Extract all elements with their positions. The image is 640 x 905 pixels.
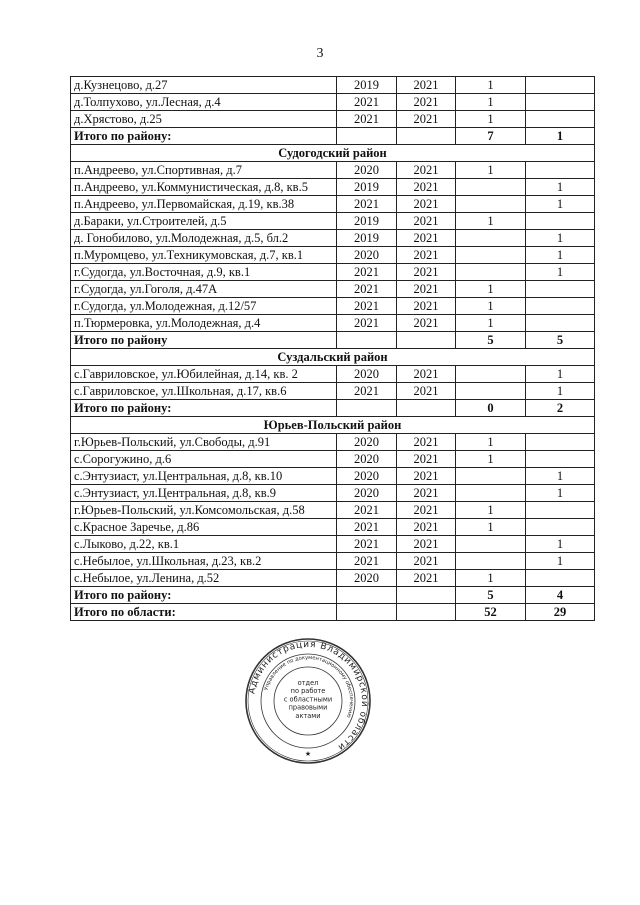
total-row [71,587,595,604]
year-start-cell: 2021 [337,519,397,536]
address-cell: с.Лыково, д.22, кв.1 [71,536,337,553]
year-start-cell: 2020 [337,468,397,485]
count-cell-b: 1 [526,179,595,196]
year-start-cell: 2021 [337,196,397,213]
count-cell-a: 52 [456,604,526,621]
year-start-cell [337,128,397,145]
year-end-cell: 2021 [397,111,456,128]
year-end-cell: 2021 [397,213,456,230]
count-cell-a [456,196,526,213]
count-cell-a [456,553,526,570]
count-cell-a: 1 [456,502,526,519]
year-end-cell: 2021 [397,434,456,451]
year-start-cell [337,400,397,417]
year-start-cell: 2020 [337,570,397,587]
year-end-cell [397,332,456,349]
count-cell-a [456,230,526,247]
year-start-cell: 2020 [337,434,397,451]
address-cell: д.Толпухово, ул.Лесная, д.4 [71,94,337,111]
address-cell: Итого по району: [71,400,337,417]
year-start-cell: 2021 [337,111,397,128]
address-cell: п.Андреево, ул.Спортивная, д.7 [71,162,337,179]
count-cell-b [526,434,595,451]
table-row [71,468,595,485]
total-row [71,604,595,621]
table-row [71,213,595,230]
address-cell: г.Юрьев-Польский, ул.Свободы, д.91 [71,434,337,451]
year-start-cell: 2021 [337,264,397,281]
district-name: Судогодский район [71,145,595,162]
count-cell-b: 2 [526,400,595,417]
table-row [71,264,595,281]
address-cell: с.Гавриловское, ул.Школьная, д.17, кв.6 [71,383,337,400]
address-cell: п.Андреево, ул.Коммунистическая, д.8, кв.5 [71,179,337,196]
table-row [71,111,595,128]
stamp-center-line: правовыми [288,703,328,712]
year-start-cell: 2020 [337,162,397,179]
year-end-cell: 2021 [397,366,456,383]
count-cell-b: 1 [526,230,595,247]
count-cell-b [526,281,595,298]
official-stamp [244,637,372,765]
count-cell-a: 0 [456,400,526,417]
year-end-cell: 2021 [397,94,456,111]
count-cell-a: 1 [456,451,526,468]
count-cell-a: 1 [456,111,526,128]
year-start-cell: 2019 [337,77,397,94]
address-cell: с.Энтузиаст, ул.Центральная, д.8, кв.9 [71,485,337,502]
count-cell-a: 5 [456,587,526,604]
count-cell-b: 1 [526,485,595,502]
address-cell: п.Муромцево, ул.Техникумовская, д.7, кв.1 [71,247,337,264]
district-name: Суздальский район [71,349,595,366]
count-cell-a: 1 [456,298,526,315]
count-cell-b [526,451,595,468]
year-start-cell: 2019 [337,230,397,247]
year-end-cell: 2021 [397,468,456,485]
year-end-cell: 2021 [397,315,456,332]
address-cell: с.Красное Заречье, д.86 [71,519,337,536]
count-cell-b: 4 [526,587,595,604]
address-cell: д. Гонобилово, ул.Молодежная, д.5, бл.2 [71,230,337,247]
count-cell-b [526,570,595,587]
year-start-cell: 2021 [337,281,397,298]
count-cell-b: 1 [526,196,595,213]
count-cell-a [456,366,526,383]
count-cell-b: 1 [526,383,595,400]
count-cell-a: 1 [456,213,526,230]
table-row [71,179,595,196]
table-row [71,196,595,213]
year-end-cell: 2021 [397,519,456,536]
year-start-cell: 2020 [337,451,397,468]
year-end-cell: 2021 [397,179,456,196]
count-cell-b: 5 [526,332,595,349]
count-cell-a [456,247,526,264]
year-start-cell: 2020 [337,366,397,383]
address-cell: с.Сорогужино, д.6 [71,451,337,468]
stamp-center-line: актами [295,711,321,720]
count-cell-b: 1 [526,553,595,570]
count-cell-a [456,264,526,281]
count-cell-a [456,485,526,502]
year-start-cell: 2021 [337,553,397,570]
year-start-cell: 2020 [337,247,397,264]
count-cell-a: 1 [456,570,526,587]
count-cell-a: 1 [456,519,526,536]
address-cell: с.Гавриловское, ул.Юбилейная, д.14, кв. 2 [71,366,337,383]
year-start-cell: 2019 [337,179,397,196]
year-end-cell: 2021 [397,502,456,519]
count-cell-a [456,383,526,400]
count-cell-a [456,468,526,485]
year-start-cell: 2021 [337,298,397,315]
count-cell-b [526,213,595,230]
address-cell: д.Кузнецово, д.27 [71,77,337,94]
address-cell: г.Судогда, ул.Гоголя, д.47А [71,281,337,298]
year-end-cell: 2021 [397,247,456,264]
district-header-row [71,349,595,366]
table-row [71,247,595,264]
year-start-cell: 2019 [337,213,397,230]
year-start-cell: 2021 [337,536,397,553]
stamp-star-icon: ★ [304,750,312,758]
count-cell-a: 1 [456,315,526,332]
count-cell-a: 1 [456,434,526,451]
count-cell-b [526,111,595,128]
total-row [71,128,595,145]
count-cell-b [526,315,595,332]
year-end-cell: 2021 [397,383,456,400]
count-cell-a: 7 [456,128,526,145]
year-end-cell: 2021 [397,570,456,587]
address-cell: п.Андреево, ул.Первомайская, д.19, кв.38 [71,196,337,213]
table-row [71,519,595,536]
address-cell: г.Судогда, ул.Восточная, д.9, кв.1 [71,264,337,281]
total-row [71,332,595,349]
address-cell: д.Бараки, ул.Строителей, д.5 [71,213,337,230]
year-end-cell: 2021 [397,298,456,315]
table-row [71,94,595,111]
year-end-cell [397,128,456,145]
stamp-center-line: отдел [297,679,319,687]
year-start-cell: 2020 [337,485,397,502]
total-row [71,400,595,417]
address-cell: Итого по району [71,332,337,349]
year-end-cell: 2021 [397,553,456,570]
address-cell: Итого по району: [71,587,337,604]
count-cell-b [526,519,595,536]
count-cell-b: 1 [526,468,595,485]
table-row [71,315,595,332]
housing-table [70,76,595,621]
count-cell-b [526,298,595,315]
district-name: Юрьев-Польский район [71,417,595,434]
stamp-outer-text: Администрация Владимирской области [247,639,370,753]
year-end-cell: 2021 [397,485,456,502]
address-cell: Итого по области: [71,604,337,621]
table-row [71,77,595,94]
count-cell-b: 1 [526,536,595,553]
address-cell: Итого по району: [71,128,337,145]
table-row [71,298,595,315]
count-cell-a: 1 [456,162,526,179]
address-cell: д.Хрястово, д.25 [71,111,337,128]
page-number: 3 [316,46,324,61]
year-end-cell: 2021 [397,281,456,298]
year-end-cell: 2021 [397,77,456,94]
count-cell-b [526,94,595,111]
count-cell-b [526,162,595,179]
stamp-inner-text: Управление по документационному обеспечению [263,654,355,719]
table-row [71,451,595,468]
table-row [71,366,595,383]
table-row [71,553,595,570]
address-cell: с.Небылое, ул.Ленина, д.52 [71,570,337,587]
table-row [71,162,595,179]
address-cell: п.Тюрмеровка, ул.Молодежная, д.4 [71,315,337,332]
year-end-cell [397,604,456,621]
table-row [71,230,595,247]
table-row [71,502,595,519]
count-cell-a [456,536,526,553]
count-cell-b [526,502,595,519]
year-start-cell [337,604,397,621]
year-end-cell [397,587,456,604]
district-header-row [71,145,595,162]
year-end-cell: 2021 [397,196,456,213]
count-cell-a: 1 [456,94,526,111]
address-cell: г.Судогда, ул.Молодежная, д.12/57 [71,298,337,315]
address-cell: с.Энтузиаст, ул.Центральная, д.8, кв.10 [71,468,337,485]
stamp-center-line: с областными [283,695,333,704]
address-cell: г.Юрьев-Польский, ул.Комсомольская, д.58 [71,502,337,519]
count-cell-b: 1 [526,264,595,281]
year-end-cell [397,400,456,417]
count-cell-b [526,77,595,94]
year-end-cell: 2021 [397,536,456,553]
year-end-cell: 2021 [397,162,456,179]
count-cell-b: 29 [526,604,595,621]
year-end-cell: 2021 [397,451,456,468]
count-cell-b: 1 [526,366,595,383]
address-cell: с.Небылое, ул.Школьная, д.23, кв.2 [71,553,337,570]
table-row [71,536,595,553]
count-cell-a: 1 [456,281,526,298]
district-header-row [71,417,595,434]
stamp-center-line: по работе [290,687,326,696]
count-cell-a: 5 [456,332,526,349]
year-start-cell: 2021 [337,383,397,400]
year-start-cell: 2021 [337,502,397,519]
table-row [71,383,595,400]
table-row [71,434,595,451]
year-end-cell: 2021 [397,230,456,247]
count-cell-b: 1 [526,247,595,264]
year-start-cell: 2021 [337,94,397,111]
year-start-cell [337,332,397,349]
year-start-cell [337,587,397,604]
table-row [71,570,595,587]
table-row [71,281,595,298]
count-cell-a: 1 [456,77,526,94]
count-cell-a [456,179,526,196]
year-start-cell: 2021 [337,315,397,332]
table-row [71,485,595,502]
count-cell-b: 1 [526,128,595,145]
year-end-cell: 2021 [397,264,456,281]
